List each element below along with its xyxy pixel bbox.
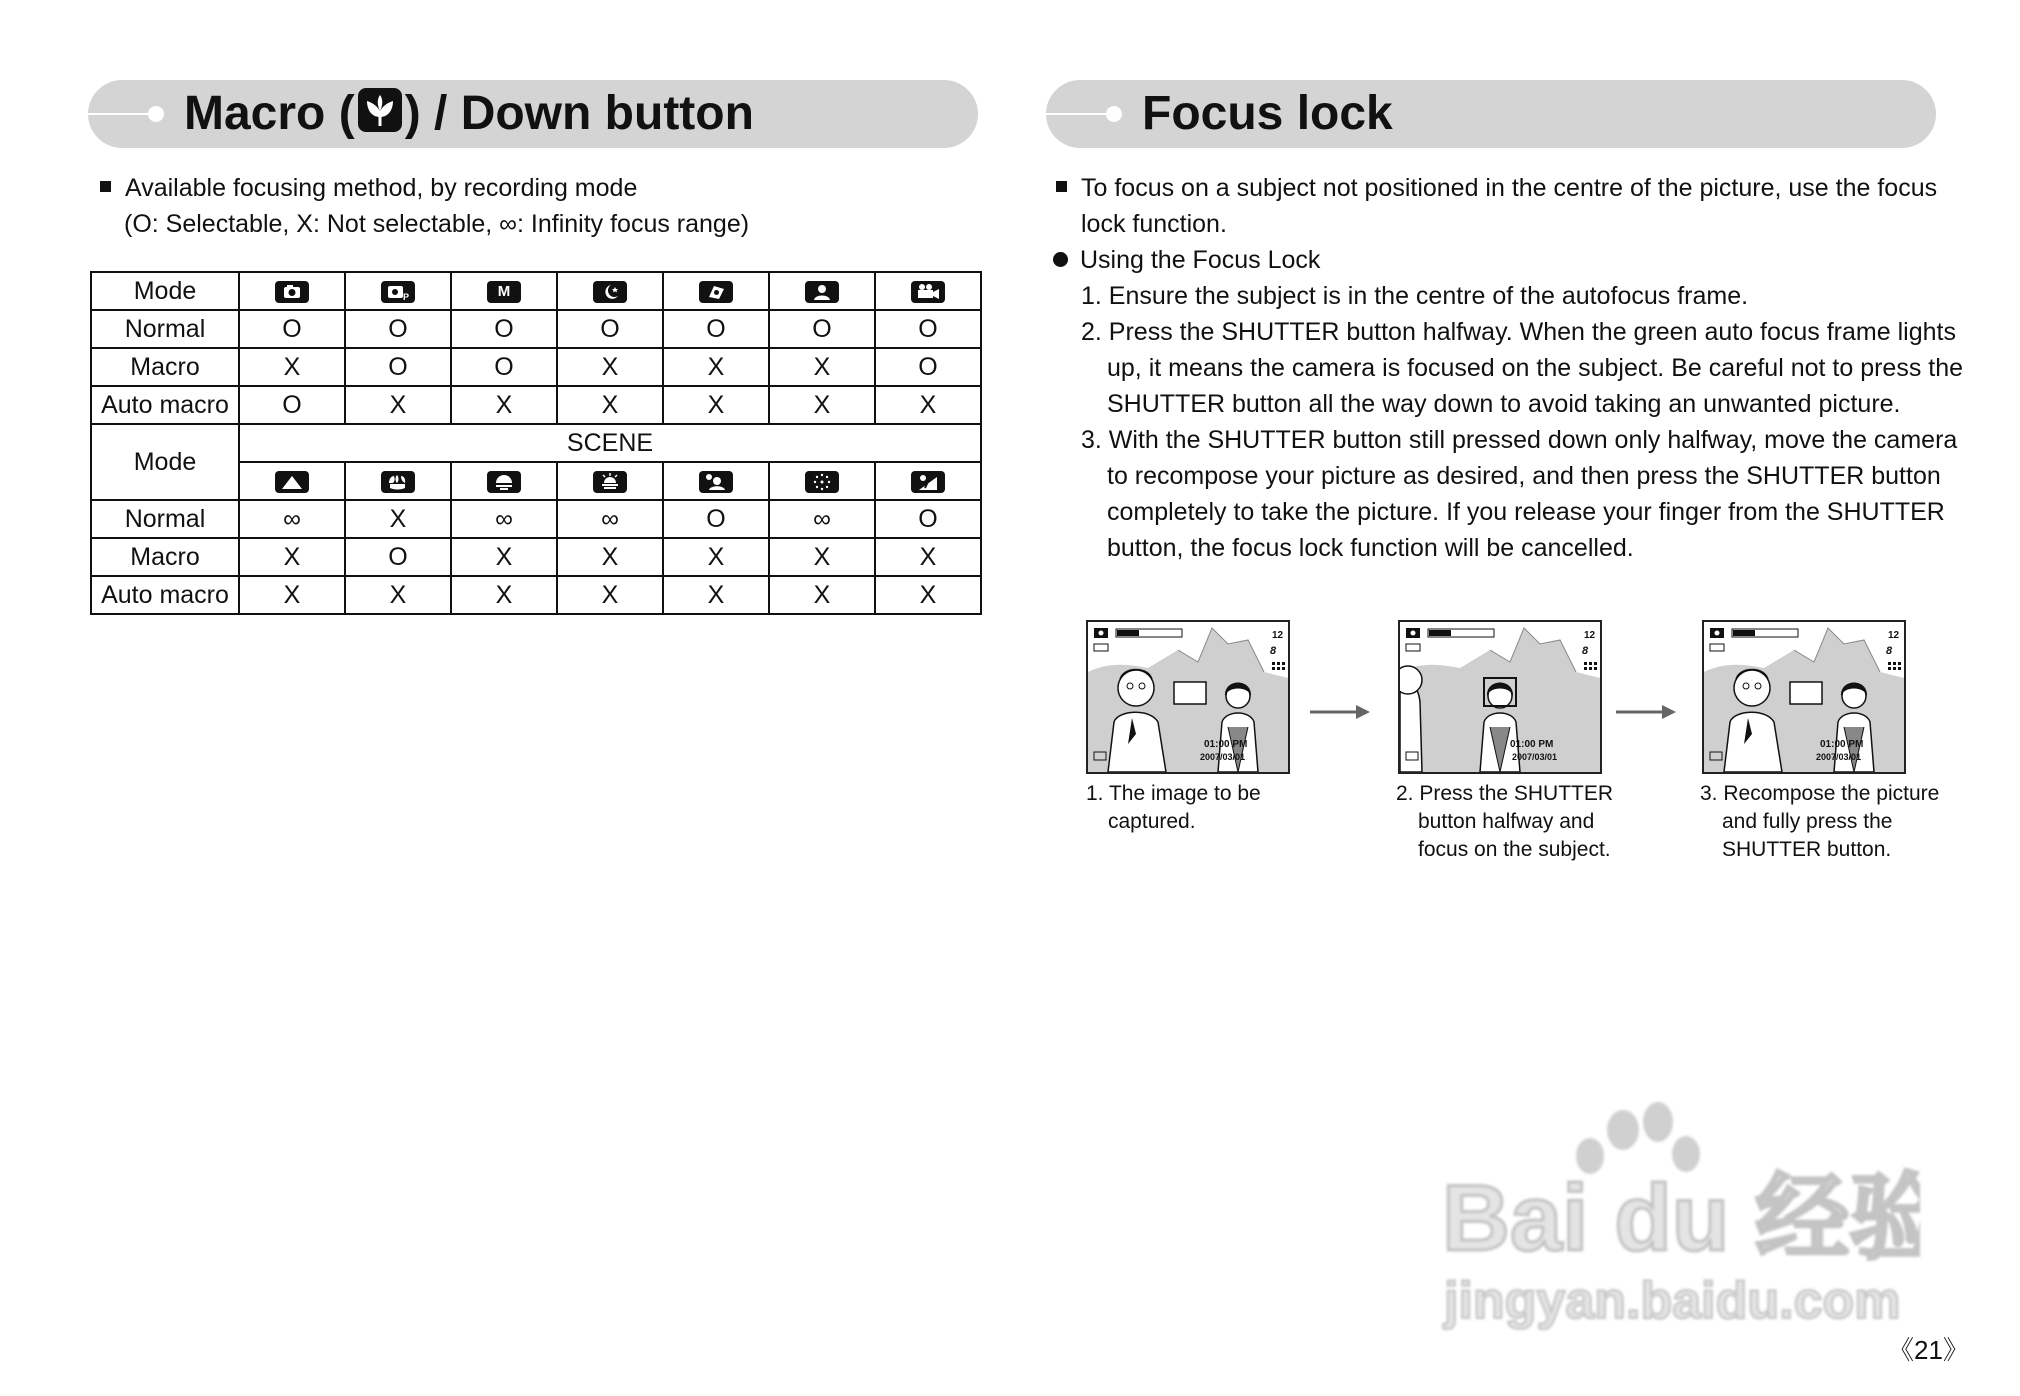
using-focus-lock-heading [1053,242,1320,278]
caption-line: and fully press the [1722,810,1893,833]
image-size-icon: 8 [1886,645,1893,657]
focus-lock-intro [1056,170,1937,206]
lcd-illustration [1702,620,1906,774]
scene-icon-cell [875,462,981,500]
mode-icon-cell [875,272,981,310]
page-number: 《21》 [1888,1335,1969,1365]
image-size-icon: 8 [1582,645,1589,657]
table-row [91,500,981,538]
row-label: Macro [91,348,239,386]
table-cell: X [557,348,663,386]
shot-count: 12 [1888,630,1900,641]
step-3-text: completely to take the picture. If you release your finger from the SHUTTER [1107,498,1945,526]
intro-line-1 [100,170,637,206]
anti-shake-icon [699,281,733,303]
mode-label: Mode [91,272,239,310]
table-cell: X [663,348,769,386]
table-cell: O [239,310,345,348]
table-cell: X [769,348,875,386]
table-cell: ∞ [769,500,875,538]
table-cell: X [239,576,345,614]
table-cell: X [557,386,663,424]
table-cell: O [769,310,875,348]
movie-icon [911,281,945,303]
title-suffix: ) / Down button [404,87,754,140]
table-cell: ∞ [557,500,663,538]
sunset-icon [487,471,521,493]
table-row [91,386,981,424]
table-cell: O [239,386,345,424]
macro-section-header [88,80,978,148]
table-cell: X [663,538,769,576]
shot-count: 12 [1272,630,1284,641]
step-2-text: SHUTTER button all the way down to avoid taking an unwanted picture. [1107,390,1901,418]
mode-icon-cell [239,272,345,310]
lcd-illustration [1086,620,1290,774]
table-cell: X [875,386,981,424]
step-3-text: button, the focus lock function will be cancelled. [1107,534,1634,562]
time-readout: 01:00 PM [1510,739,1554,750]
table-row [91,538,981,576]
mode-icon-cell [557,272,663,310]
illustration-caption [1086,780,1261,836]
table-row [91,310,981,348]
mode-icon-cell [451,272,557,310]
table-cell: X [451,538,557,576]
caption-line: focus on the subject. [1418,838,1611,861]
step-3-text: 3. With the SHUTTER button still pressed down only halfway, move the camera [1081,426,1958,454]
caption-line: 1. The image to be [1086,782,1261,805]
circle-bullet-icon [1053,252,1068,267]
close-up-icon [381,471,415,493]
table-cell: X [239,538,345,576]
scene-icon-cell [451,462,557,500]
time-readout: 01:00 PM [1204,739,1248,750]
step-2-text: 2. Press the SHUTTER button halfway. When the green auto focus frame lights [1081,318,1956,346]
table-cell: X [451,386,557,424]
mode-icon-cell [345,272,451,310]
table-cell: O [345,310,451,348]
manual-icon: M [487,281,521,303]
intro-text-continued: lock function. [1081,210,1227,238]
scene-icon-cell [557,462,663,500]
night-icon [593,281,627,303]
focus-lock-section-header [1046,80,1936,148]
baidu-watermark [1440,1100,1920,1330]
table-cell: O [345,538,451,576]
using-text: Using the Focus Lock [1080,246,1321,274]
caption-line: SHUTTER button. [1722,838,1892,861]
beach-snow-icon [911,471,945,493]
table-cell: X [769,386,875,424]
scene-icon-cell [239,462,345,500]
table-cell: O [451,310,557,348]
table-cell: O [345,348,451,386]
table-cell: X [769,576,875,614]
watermark-url: jingyan.baidu.com [1444,1272,1901,1330]
square-bullet-icon [1056,181,1067,192]
mode-icon-cell [663,272,769,310]
table-row [91,576,981,614]
illustration-caption [1700,780,1939,864]
caption-line: 3. Recompose the picture [1700,782,1940,805]
intro-text: To focus on a subject not positioned in the centre of the picture, use the focus [1081,174,1938,202]
arrow-right-icon [1310,702,1372,722]
table-cell: O [875,348,981,386]
date-readout: 2007/03/01 [1816,752,1862,762]
time-readout: 01:00 PM [1820,739,1864,750]
backlight-icon [699,471,733,493]
table-cell: O [557,310,663,348]
step-3-text: to recompose your picture as desired, and then press the SHUTTER button [1107,462,1941,490]
macro-flower-icon [357,87,403,146]
step-2-text: up, it means the camera is focused on the subject. Be careful not to press the [1107,354,1964,382]
image-size-icon: 8 [1270,645,1277,657]
dawn-icon [593,471,627,493]
mode-header-row [91,272,981,310]
row-label: Macro [91,538,239,576]
table-cell: X [663,576,769,614]
row-label: Auto macro [91,386,239,424]
focus-lock-title: Focus lock [1142,87,1393,140]
lcd-illustration [1398,620,1602,774]
table-cell: X [875,538,981,576]
header-line-decoration [1046,113,1110,115]
title-prefix: Macro ( [184,87,355,140]
date-readout: 2007/03/01 [1200,752,1246,762]
scene-icon-cell [345,462,451,500]
table-cell: ∞ [239,500,345,538]
table-cell: O [663,500,769,538]
illustration-caption [1396,780,1613,864]
watermark-brand: Bai du 经验 [1442,1165,1920,1270]
mode-icon-cell [769,272,875,310]
camera-icon [275,281,309,303]
table-cell: X [451,576,557,614]
svg-text:P: P [403,291,410,302]
table-cell: X [875,576,981,614]
mode-label: Mode [91,424,239,500]
table-cell: X [345,386,451,424]
table-cell: ∞ [451,500,557,538]
header-line-decoration [88,113,152,115]
date-readout: 2007/03/01 [1512,752,1558,762]
table-cell: X [557,538,663,576]
portrait-icon [805,281,839,303]
table-cell: X [557,576,663,614]
intro-text: Available focusing method, by recording mode [125,174,638,202]
row-label: Auto macro [91,576,239,614]
shot-count: 12 [1584,630,1596,641]
fireworks-icon [805,471,839,493]
focus-mode-table [90,271,982,615]
program-icon [381,281,415,303]
row-label: Normal [91,500,239,538]
table-row [91,348,981,386]
caption-line: button halfway and [1418,810,1595,833]
intro-line-2: (O: Selectable, X: Not selectable, ∞: Infinity focus range) [124,210,750,238]
square-bullet-icon [100,181,111,192]
table-cell: O [663,310,769,348]
table-cell: O [875,500,981,538]
table-cell: X [345,576,451,614]
table-cell: O [875,310,981,348]
row-label: Normal [91,310,239,348]
header-dot-decoration [1106,106,1122,122]
caption-line: 2. Press the SHUTTER [1396,782,1614,805]
arrow-right-icon [1616,702,1678,722]
landscape-icon [275,471,309,493]
macro-section-title [184,86,754,146]
caption-line: captured. [1108,810,1196,833]
scene-icon-cell [769,462,875,500]
table-cell: O [451,348,557,386]
header-dot-decoration [148,106,164,122]
table-cell: X [663,386,769,424]
step-1-text: 1. Ensure the subject is in the centre of the autofocus frame. [1081,282,1749,310]
table-cell: X [239,348,345,386]
table-cell: X [769,538,875,576]
scene-icon-cell [663,462,769,500]
table-cell: X [345,500,451,538]
scene-label: SCENE [239,424,981,462]
scene-header-row [91,424,981,462]
